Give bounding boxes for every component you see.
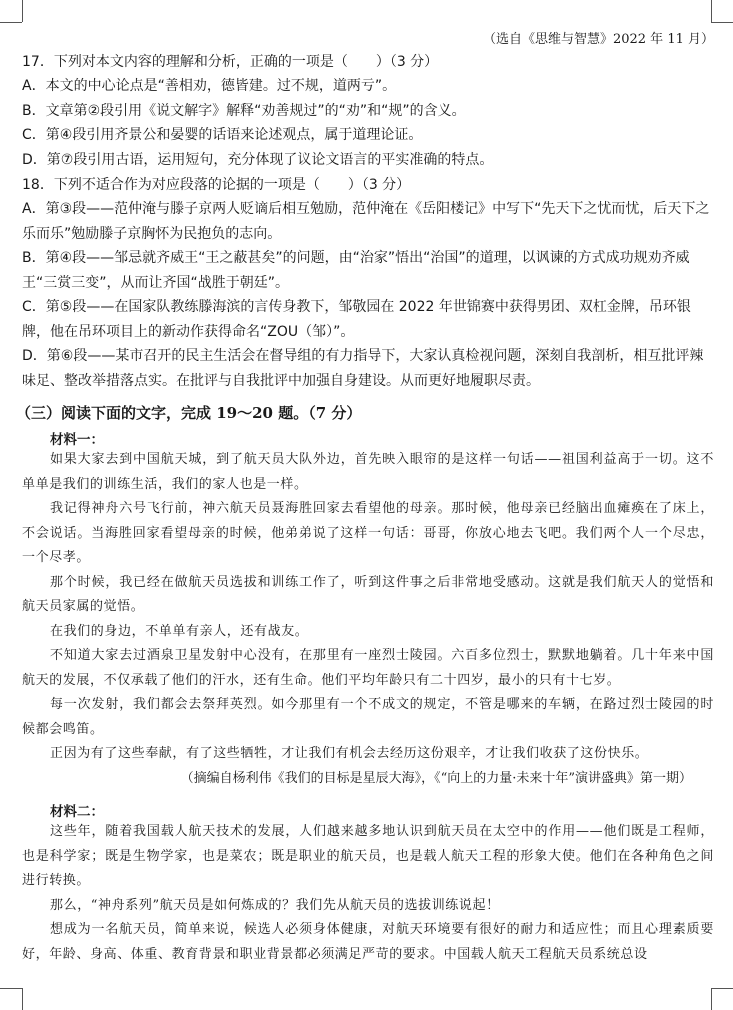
question-18-option-d: D．第⑥段——某市召开的民主生活会在督导组的有力指导下，大家认真检视问题，深刻自我剖析，相互批评辣味足、整改举措落点实。在批评与自我批评中加强自身建设。从而更好地履职尽责。 xyxy=(22,348,704,389)
crop-mark-bottom-right-h xyxy=(711,988,733,989)
section-3-title: （三）阅读下面的文字，完成 19～20 题。（7 分） xyxy=(16,404,362,422)
question-18-option-c: C．第⑤段——在国家队教练滕海滨的言传身教下，邹敬园在 2022 年世锦赛中获得男团、双杠金牌，吊环银牌，他在吊环项目上的新动作获得命名“ZOU（邹）”。 xyxy=(22,299,691,340)
crop-mark-top-right-h xyxy=(711,22,733,23)
question-17-option-b: B．文章第②段引用《说文解字》解释“劝善规过”的“劝”和“规”的含义。 xyxy=(22,102,466,119)
crop-mark-top-left-h xyxy=(0,22,22,23)
material-1-paragraph: 我记得神舟六号飞行前，神六航天员聂海胜回家去看望他的母亲。那时候，他母亲已经脑出血瘫痪在了床上，不会说话。当海胜回家看望母亲的时候，他弟弟说了这样一句话：哥哥，你放心地去飞吧。我们两个人一个尽忠，一个尽孝。 xyxy=(22,501,714,565)
question-17-stem: 17．下列对本文内容的理解和分析，正确的一项是（ ）（3 分） xyxy=(22,54,439,70)
material-1-paragraph: 如果大家去到中国航天城，到了航天员大队外边，首先映入眼帘的是这样一句话——祖国利益高于一切。这不单单是我们的训练生活，我们的家人也是一样。 xyxy=(22,452,714,492)
crop-mark-bottom-left-v xyxy=(22,988,23,1010)
material-1-label: 材料一： xyxy=(50,432,104,448)
material-1-paragraph: 不知道大家去过酒泉卫星发射中心没有，在那里有一座烈士陵园。六百多位烈士，默默地躺着。几十年来中国航天的发展，不仅承载了他们的汗水，还有生命。他们平均年龄只有二十四岁，最小的只有十七岁。 xyxy=(22,648,714,688)
material-2-label: 材料二： xyxy=(50,804,104,820)
material-1-paragraph: 那个时候，我已经在做航天员选拔和训练工作了，听到这件事之后非常地受感动。这就是我们航天人的觉悟和航天员家属的觉悟。 xyxy=(22,574,714,614)
material-1-paragraph: 在我们的身边，不单单有亲人，还有战友。 xyxy=(50,623,309,639)
material-2-paragraph: 那么，“神舟系列”航天员是如何炼成的？我们先从航天员的选拔训练说起！ xyxy=(50,897,500,913)
material-2 xyxy=(22,800,714,967)
material-1 xyxy=(22,428,714,786)
material-2-paragraph: 想成为一名航天员，简单来说，候选人必须身体健康，对航天环境要有很好的耐力和适应性；而且心理素质要好，年龄、身高、体重、教育背景和职业背景都必须满足严苛的要求。中国载人航天工程航天员系统总设 xyxy=(22,922,714,962)
question-18-option-b: B．第④段——邹忌就齐威王“王之蔽甚矣”的问题，由“治家”悟出“治国”的道理，以讽谏的方式成功规劝齐威王“三赏三变”，从而让齐国“战胜于朝廷”。 xyxy=(22,250,690,291)
question-17-option-a: A．本文的中心论点是“善相劝，德皆建。过不规，道两亏”。 xyxy=(22,78,397,94)
material-1-citation: （摘编自杨利伟《我们的目标是星辰大海》，《“向上的力量·未来十年”演讲盛典》第一期） xyxy=(180,770,692,786)
question-17-option-c: C．第④段引用齐景公和晏婴的话语来论述观点，属于道理论证。 xyxy=(22,127,423,143)
crop-mark-bottom-left-h xyxy=(0,988,22,989)
crop-mark-bottom-right-v xyxy=(711,988,712,1010)
question-17 xyxy=(22,50,714,172)
material-2-paragraph: 这些年，随着我国载人航天技术的发展，人们越来越多地认识到航天员在太空中的作用——他们既是工程师，也是科学家；既是生物学家，也是菜农；既是职业的航天员，也是载人航天工程的形象大使。他们在各种角色之间进行转换。 xyxy=(22,824,714,888)
question-18 xyxy=(22,173,714,393)
crop-mark-top-left-v xyxy=(22,0,23,22)
material-1-paragraph: 正因为有了这些奉献，有了这些牺牲，才让我们有机会去经历这份艰辛，才让我们收获了这份快乐。 xyxy=(50,746,649,761)
question-17-option-d: D．第⑦段引用古语，运用短句，充分体现了议论文语言的平实准确的特点。 xyxy=(22,151,494,168)
question-18-stem: 18．下列不适合作为对应段落的论据的一项是（ ）（3 分） xyxy=(22,177,411,193)
article-source: （选自《思维与智慧》2022 年 11 月） xyxy=(482,32,714,47)
question-18-option-a: A．第③段——范仲淹与滕子京两人贬谪后相互勉励，范仲淹在《岳阳楼记》中写下“先天下之忧而忧，后天下之乐而乐”勉励滕子京胸怀为民抱负的志向。 xyxy=(22,201,710,242)
crop-mark-top-right-v xyxy=(711,0,712,22)
material-1-paragraph: 每一次发射，我们都会去祭拜英烈。如今那里有一个不成文的规定，不管是哪来的车辆，在路过烈士陵园的时候都会鸣笛。 xyxy=(22,697,714,737)
